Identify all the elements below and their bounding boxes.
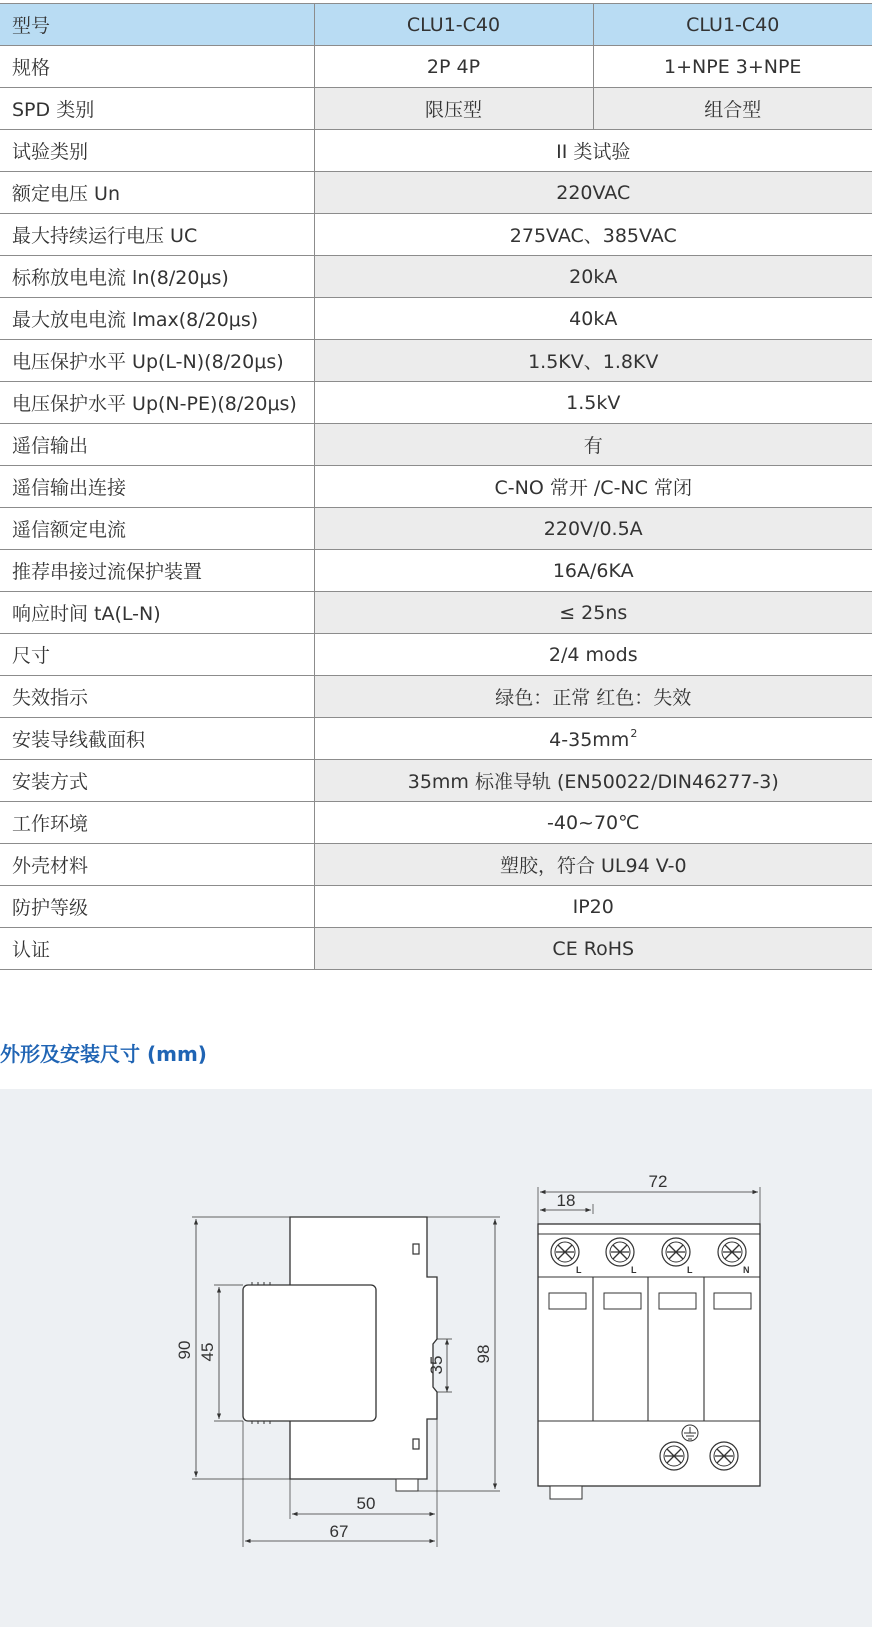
row-value: 组合型 [593, 88, 872, 130]
row-label: 认证 [0, 928, 314, 970]
section-title: 外形及安装尺寸 (mm) [0, 1042, 207, 1066]
row-label: 试验类别 [0, 130, 314, 172]
table-row [0, 550, 872, 592]
row-label: 最大放电电流 lmax(8/20μs) [0, 298, 314, 340]
table-row [0, 928, 872, 970]
table-row [0, 634, 872, 676]
row-label: 电压保护水平 Up(N-PE)(8/20μs) [0, 382, 314, 424]
row-value [314, 802, 872, 844]
row-value [314, 550, 872, 592]
row-value [314, 466, 872, 508]
row-label: 最大持续运行电压 UC [0, 214, 314, 256]
table-row [0, 592, 872, 634]
table-row [0, 298, 872, 340]
table-row [0, 466, 872, 508]
dimension-drawing-panel [0, 1089, 872, 1627]
row-value: 2P 4P [314, 46, 593, 88]
row-label: 工作环境 [0, 802, 314, 844]
table-row [0, 424, 872, 466]
dim-90-label: 90 [175, 1340, 194, 1360]
table-row [0, 676, 872, 718]
row-value-text: 1.5kV [566, 391, 621, 414]
row-value [314, 718, 872, 760]
row-value-text: 20kA [569, 265, 618, 288]
table-row [0, 130, 872, 172]
table-row [0, 88, 872, 130]
row-label: 安装导线截面积 [0, 718, 314, 760]
row-label: SPD 类别 [0, 88, 314, 130]
row-value-text: 绿色：正常 红色：失效 [495, 687, 692, 709]
row-value [314, 214, 872, 256]
row-value [314, 886, 872, 928]
row-value-text: II 类试验 [556, 141, 631, 163]
row-value: 1+NPE 3+NPE [593, 46, 872, 88]
dim-35-label: 35 [427, 1355, 446, 1375]
row-value [314, 340, 872, 382]
row-value [314, 676, 872, 718]
dim-18-label: 18 [556, 1191, 576, 1210]
row-value [314, 424, 872, 466]
row-label: 标称放电电流 ln(8/20μs) [0, 256, 314, 298]
model-col-2: CLU1-C40 [593, 4, 872, 46]
row-value-text: IP20 [572, 895, 614, 918]
row-label: 失效指示 [0, 676, 314, 718]
row-label: 防护等级 [0, 886, 314, 928]
row-label: 遥信输出 [0, 424, 314, 466]
row-value-text: 220VAC [556, 181, 631, 204]
row-value [314, 382, 872, 424]
row-value-text: 40kA [569, 307, 618, 330]
row-value-text: 220V/0.5A [543, 517, 643, 540]
row-value [314, 508, 872, 550]
dim-50-label: 50 [356, 1494, 376, 1513]
row-value-text: CE RoHS [552, 937, 635, 960]
terminal-label: L [687, 1265, 693, 1275]
row-label: 规格 [0, 46, 314, 88]
dimension-drawing [0, 1089, 872, 1627]
row-label: 遥信额定电流 [0, 508, 314, 550]
row-label: 额定电压 Un [0, 172, 314, 214]
table-row [0, 172, 872, 214]
row-value [314, 844, 872, 886]
table-row [0, 802, 872, 844]
terminal-label: N [743, 1265, 750, 1275]
header-row [0, 4, 872, 46]
table-row [0, 508, 872, 550]
row-value [314, 298, 872, 340]
row-label: 电压保护水平 Up(L-N)(8/20μs) [0, 340, 314, 382]
table-row [0, 382, 872, 424]
row-value-text: 塑胶，符合 UL94 V-0 [499, 855, 687, 877]
dim-98-label: 98 [474, 1344, 493, 1364]
side-view [175, 1217, 500, 1547]
model-col-1: CLU1-C40 [314, 4, 593, 46]
row-value: 限压型 [314, 88, 593, 130]
row-value [314, 760, 872, 802]
table-row [0, 256, 872, 298]
row-value [314, 634, 872, 676]
dim-72-label: 72 [648, 1172, 668, 1191]
row-value-text: 35mm 标准导轨 (EN50022/DIN46277-3) [407, 771, 779, 793]
row-value-text: ≤ 25ns [559, 601, 628, 624]
row-value [314, 928, 872, 970]
row-value-text: C-NO 常开 /C-NC 常闭 [494, 477, 692, 499]
unit-superscript: 2 [630, 726, 638, 740]
row-value-text: -40~70℃ [547, 811, 640, 834]
row-value [314, 256, 872, 298]
terminal-label: L [576, 1265, 582, 1275]
row-value [314, 172, 872, 214]
table-row [0, 718, 872, 760]
row-label: 尺寸 [0, 634, 314, 676]
row-value [314, 592, 872, 634]
front-view [538, 1172, 760, 1499]
table-row [0, 340, 872, 382]
table-row [0, 214, 872, 256]
row-label: 型号 [0, 4, 314, 46]
row-value-text: 有 [583, 435, 603, 457]
row-value-text: 4-35mm [549, 728, 630, 751]
spec-table [0, 3, 872, 970]
row-value-text: 275VAC、385VAC [509, 225, 677, 247]
row-label: 遥信输出连接 [0, 466, 314, 508]
dim-45-label: 45 [198, 1342, 217, 1362]
row-label: 外壳材料 [0, 844, 314, 886]
row-value [314, 130, 872, 172]
row-label: 推荐串接过流保护装置 [0, 550, 314, 592]
row-value-text: 16A/6KA [552, 559, 634, 582]
table-row [0, 46, 872, 88]
dim-67-label: 67 [329, 1522, 349, 1541]
terminal-label: L [631, 1265, 637, 1275]
table-row [0, 886, 872, 928]
table-row [0, 844, 872, 886]
ground-icon [682, 1425, 698, 1441]
row-value-text: 2/4 mods [548, 643, 638, 666]
row-label: 安装方式 [0, 760, 314, 802]
row-value-text: 1.5KV、1.8KV [528, 351, 659, 373]
row-label: 响应时间 tA(L-N) [0, 592, 314, 634]
table-row [0, 760, 872, 802]
